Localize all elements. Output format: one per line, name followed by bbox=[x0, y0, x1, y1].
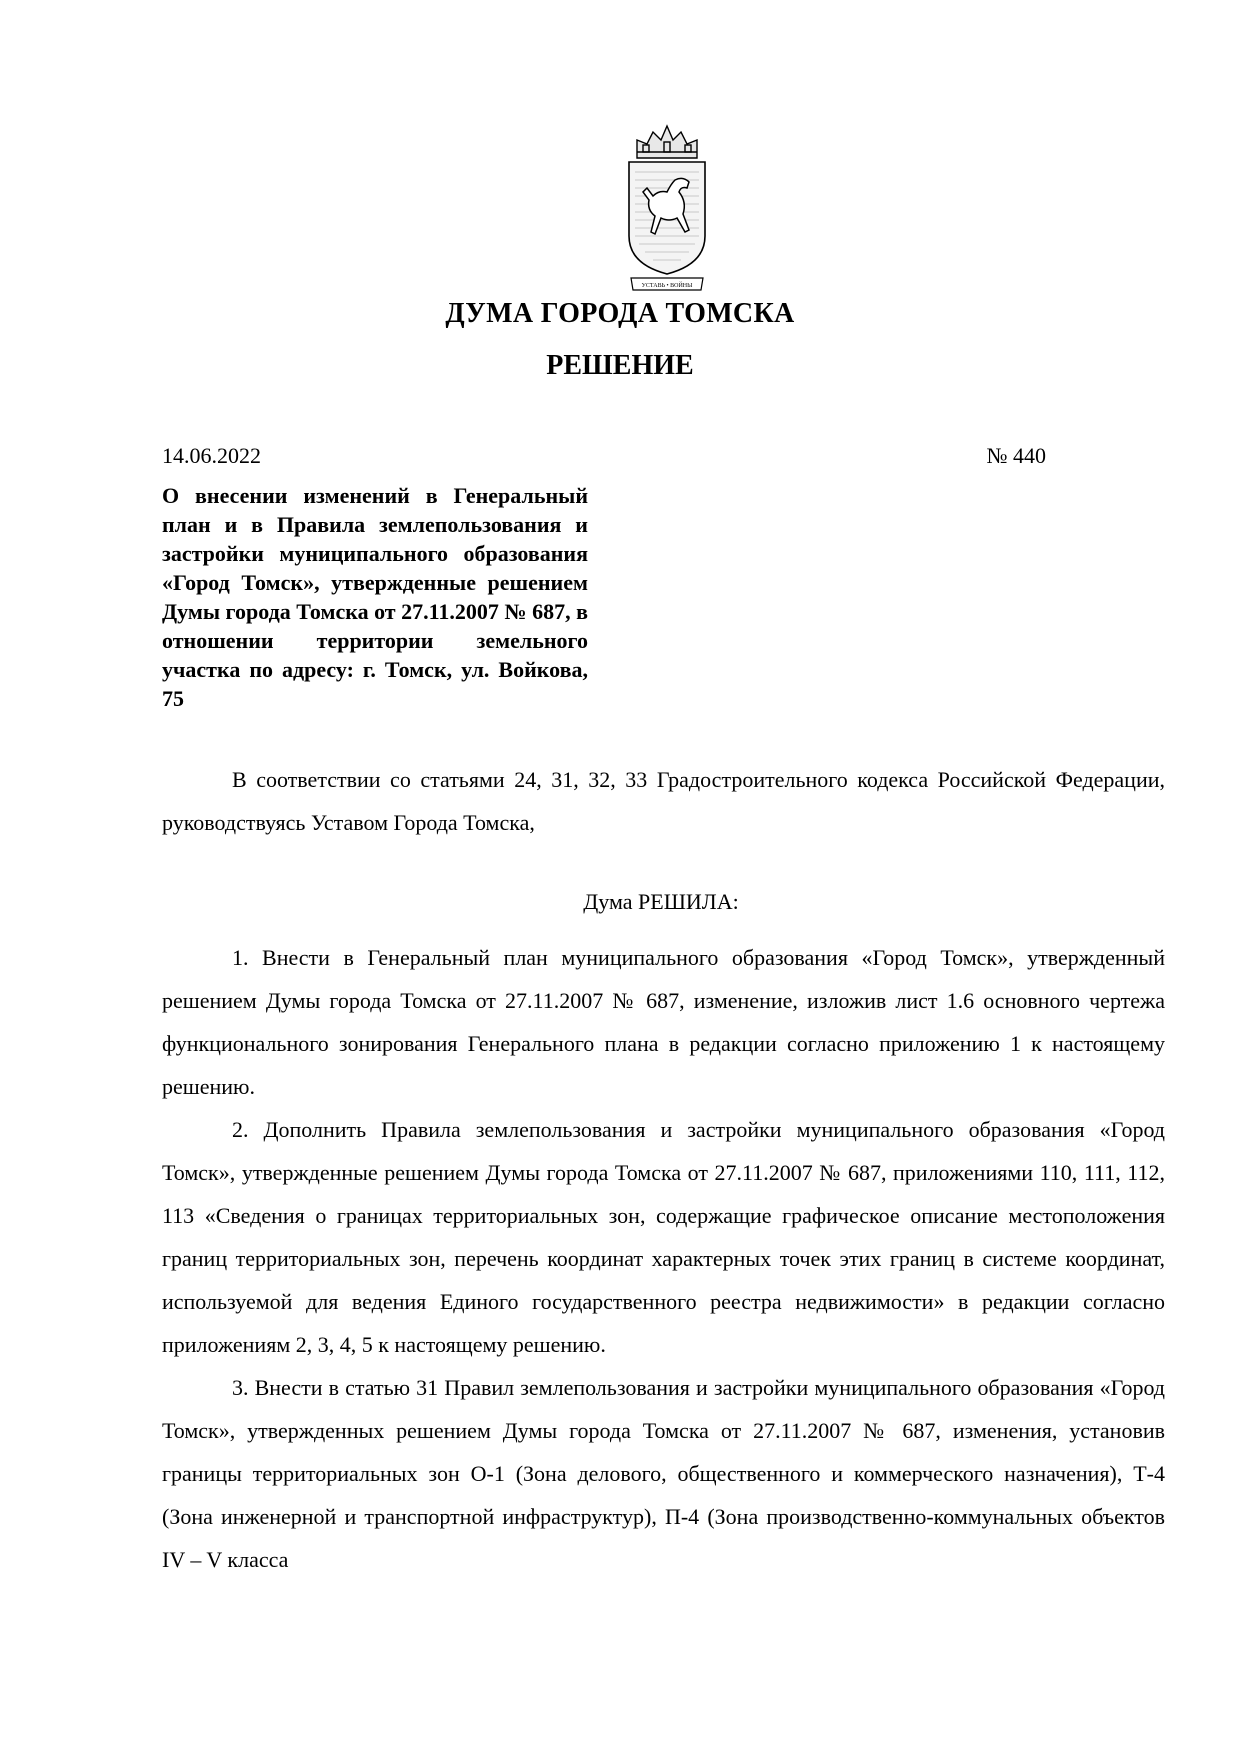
crown-icon bbox=[637, 126, 697, 158]
resolved-heading: Дума РЕШИЛА: bbox=[583, 889, 739, 914]
preamble-paragraph: В соответствии со статьями 24, 31, 32, 33 Градостроительного кодекса Российской Федерации, руководствуясь Уставом Города Томска, bbox=[162, 767, 1165, 835]
resolution-item-1: 1. Внести в Генеральный план муниципального образования «Город Томск», утвержденный решением Думы города Томска от 27.11.2007 № 687, изменение, изложив лист 1.6 основного чертежа функционального зонирования Генерального плана в редакции согласно приложению 1 к настоящему решению. bbox=[162, 945, 1165, 1099]
coat-of-arms-icon bbox=[617, 118, 717, 294]
resolution-item-2: 2. Дополнить Правила землепользования и застройки муниципального образования «Город Томск», утвержденные решением Думы города Томска от 27.11.2007 № 687, приложениями 110, 111, 112, 113 «Сведения о границах территориальных зон, содержащие графическое описание местоположения границ территориальных зон, перечень координат характерных точек этих границ в системе координат, используемой для ведения Единого государственного реестра недвижимости» в редакции согласно приложениям 2, 3, 4, 5 к настоящему решению. bbox=[162, 1117, 1165, 1357]
document-type: РЕШЕНИЕ bbox=[546, 350, 694, 381]
resolution-item-3: 3. Внести в статью 31 Правил землепользования и застройки муниципального образования «Город Томск», утвержденных решением Думы города Томска от 27.11.2007 № 687, изменения, установив границы территориальных зон О-1 (Зона делового, общественного и коммерческого назначения), Т-4 (Зона инженерной и транспортной инфраструктур), П-4 (Зона производственно-коммунальных объектов IV – V класса bbox=[162, 1375, 1165, 1572]
document-number: № 440 bbox=[986, 443, 1046, 468]
document-subject: О внесении изменений в Генеральный план и в Правила землепользования и застройки муниципального образования «Город Томск», утвержденные решением Думы города Томска от 27.11.2007 № 687, в отношении территории земельного участка по адресу: г. Томск, ул. Войкова, 75 bbox=[162, 483, 588, 711]
organization-title: ДУМА ГОРОДА ТОМСКА bbox=[445, 298, 795, 329]
document-date: 14.06.2022 bbox=[162, 443, 261, 468]
motto-text: УСТАВЬ • ВОЙНЫ bbox=[641, 283, 693, 289]
resolution-items bbox=[162, 936, 1165, 1581]
